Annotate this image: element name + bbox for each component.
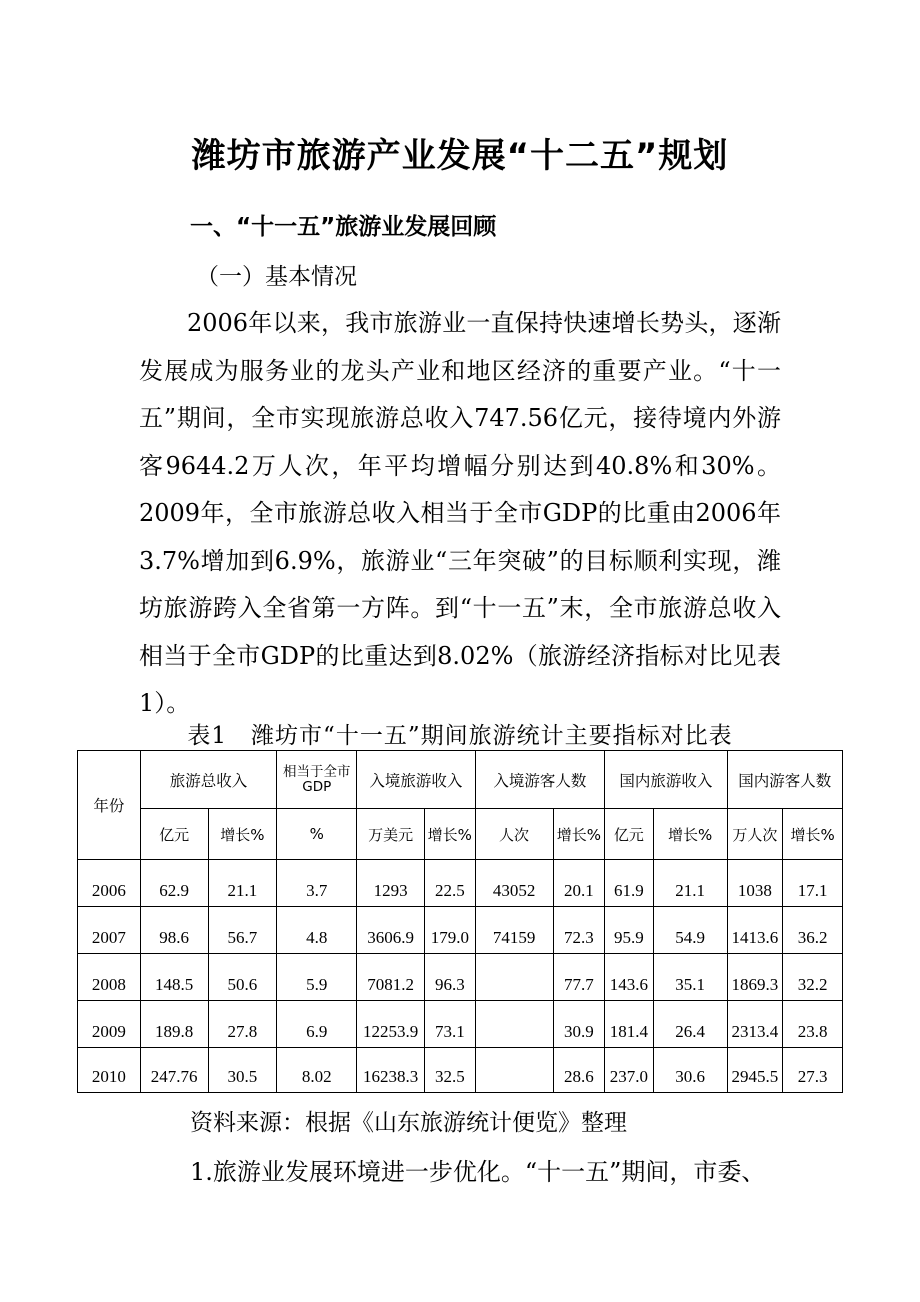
table-cell: 16238.3 xyxy=(357,1048,425,1093)
table-cell: 30.9 xyxy=(553,1001,605,1048)
table-caption: 表1 潍坊市“十一五”期间旅游统计主要指标对比表 xyxy=(187,723,733,749)
year-cell: 2009 xyxy=(78,1001,141,1048)
table-row xyxy=(78,954,843,1001)
table-row xyxy=(78,907,843,954)
domestic-income-header: 国内旅游收入 xyxy=(605,751,727,809)
domestic-visitors-header: 国内游客人数 xyxy=(727,751,842,809)
table-cell: 21.1 xyxy=(208,860,277,907)
table-cell: 30.6 xyxy=(653,1048,727,1093)
inbound-income-header: 入境旅游收入 xyxy=(357,751,475,809)
intro-paragraph: 2006年以来，我市旅游业一直保持快速增长势头，逐渐发展成为服务业的龙头产业和地区经济的重要产业。“十一五”期间，全市实现旅游总收入747.56亿元，接待境内外游客9644.2万人次，年平均增幅分别达到40.8%和30%。2009年，全市旅游总收入相当于全市GDP的比重由2006年3.7%增加到6.9%，旅游业“三年突破”的目标顺利实现，潍坊旅游跨入全省第一方阵。到“十一五”末，全市旅游总收入相当于全市GDP的比重达到8.02%（旅游经济指标对比见表1）。 xyxy=(139,309,781,717)
section-heading: 一、“十一五”旅游业发展回顾 xyxy=(190,214,497,240)
table-cell: 3.7 xyxy=(277,860,357,907)
table-unit-row xyxy=(78,809,843,860)
table-cell: 181.4 xyxy=(605,1001,654,1048)
table-cell: 1293 xyxy=(357,860,425,907)
table-cell: 27.3 xyxy=(783,1048,843,1093)
table-cell: 143.6 xyxy=(605,954,654,1001)
table-cell: 2945.5 xyxy=(727,1048,783,1093)
table-cell: 77.7 xyxy=(553,954,605,1001)
table-cell: 98.6 xyxy=(140,907,208,954)
table-cell xyxy=(475,954,553,1001)
table-cell: 28.6 xyxy=(553,1048,605,1093)
unit-cell: 增长% xyxy=(783,809,843,860)
table-cell: 50.6 xyxy=(208,954,277,1001)
unit-cell: % xyxy=(277,809,357,860)
table-cell: 32.5 xyxy=(425,1048,476,1093)
table-cell: 26.4 xyxy=(653,1001,727,1048)
table-cell: 30.5 xyxy=(208,1048,277,1093)
unit-cell: 增长% xyxy=(425,809,476,860)
unit-cell: 万人次 xyxy=(727,809,783,860)
table-cell: 23.8 xyxy=(783,1001,843,1048)
table-cell: 20.1 xyxy=(553,860,605,907)
table-cell: 27.8 xyxy=(208,1001,277,1048)
inbound-visitors-header: 入境游客人数 xyxy=(475,751,605,809)
table-cell: 62.9 xyxy=(140,860,208,907)
unit-cell: 人次 xyxy=(475,809,553,860)
table-cell: 2313.4 xyxy=(727,1001,783,1048)
table-cell: 43052 xyxy=(475,860,553,907)
table-cell: 22.5 xyxy=(425,860,476,907)
table-cell: 8.02 xyxy=(277,1048,357,1093)
table-cell: 189.8 xyxy=(140,1001,208,1048)
table-cell: 12253.9 xyxy=(357,1001,425,1048)
table-cell: 237.0 xyxy=(605,1048,654,1093)
unit-cell: 亿元 xyxy=(140,809,208,860)
table-cell xyxy=(475,1001,553,1048)
table-cell: 73.1 xyxy=(425,1001,476,1048)
table-cell: 247.76 xyxy=(140,1048,208,1093)
table-row xyxy=(78,1048,843,1093)
table-cell: 4.8 xyxy=(277,907,357,954)
table-cell: 1413.6 xyxy=(727,907,783,954)
table-cell: 95.9 xyxy=(605,907,654,954)
subsection-heading: （一）基本情况 xyxy=(196,264,357,290)
table-row xyxy=(78,1001,843,1048)
year-cell: 2007 xyxy=(78,907,141,954)
unit-cell: 增长% xyxy=(208,809,277,860)
table-row xyxy=(78,860,843,907)
table-cell: 36.2 xyxy=(783,907,843,954)
table-cell: 5.9 xyxy=(277,954,357,1001)
table-cell: 179.0 xyxy=(425,907,476,954)
year-header: 年份 xyxy=(78,751,141,860)
continuation-paragraph: 1.旅游业发展环境进一步优化。“十一五”期间，市委、 xyxy=(190,1158,766,1186)
table-cell: 3606.9 xyxy=(357,907,425,954)
table-cell: 61.9 xyxy=(605,860,654,907)
unit-cell: 万美元 xyxy=(357,809,425,860)
unit-cell: 亿元 xyxy=(605,809,654,860)
year-cell: 2008 xyxy=(78,954,141,1001)
gdp-ratio-header: 相当于全市GDP xyxy=(277,751,357,809)
table-cell: 21.1 xyxy=(653,860,727,907)
table-cell: 72.3 xyxy=(553,907,605,954)
table-cell xyxy=(475,1048,553,1093)
source-note: 资料来源：根据《山东旅游统计便览》整理 xyxy=(190,1110,627,1136)
table-cell: 1038 xyxy=(727,860,783,907)
table-cell: 17.1 xyxy=(783,860,843,907)
table-cell: 96.3 xyxy=(425,954,476,1001)
table-cell: 1869.3 xyxy=(727,954,783,1001)
table-cell: 148.5 xyxy=(140,954,208,1001)
table-cell: 35.1 xyxy=(653,954,727,1001)
year-cell: 2010 xyxy=(78,1048,141,1093)
tourism-stats-table xyxy=(77,750,843,1093)
unit-cell: 增长% xyxy=(653,809,727,860)
table-group-header-row xyxy=(78,751,843,809)
table-cell: 32.2 xyxy=(783,954,843,1001)
year-cell: 2006 xyxy=(78,860,141,907)
table-cell: 56.7 xyxy=(208,907,277,954)
unit-cell: 增长% xyxy=(553,809,605,860)
table-cell: 54.9 xyxy=(653,907,727,954)
table-cell: 6.9 xyxy=(277,1001,357,1048)
table-cell: 74159 xyxy=(475,907,553,954)
document-title: 潍坊市旅游产业发展“十二五”规划 xyxy=(191,136,729,176)
table-cell: 7081.2 xyxy=(357,954,425,1001)
total-income-header: 旅游总收入 xyxy=(140,751,277,809)
